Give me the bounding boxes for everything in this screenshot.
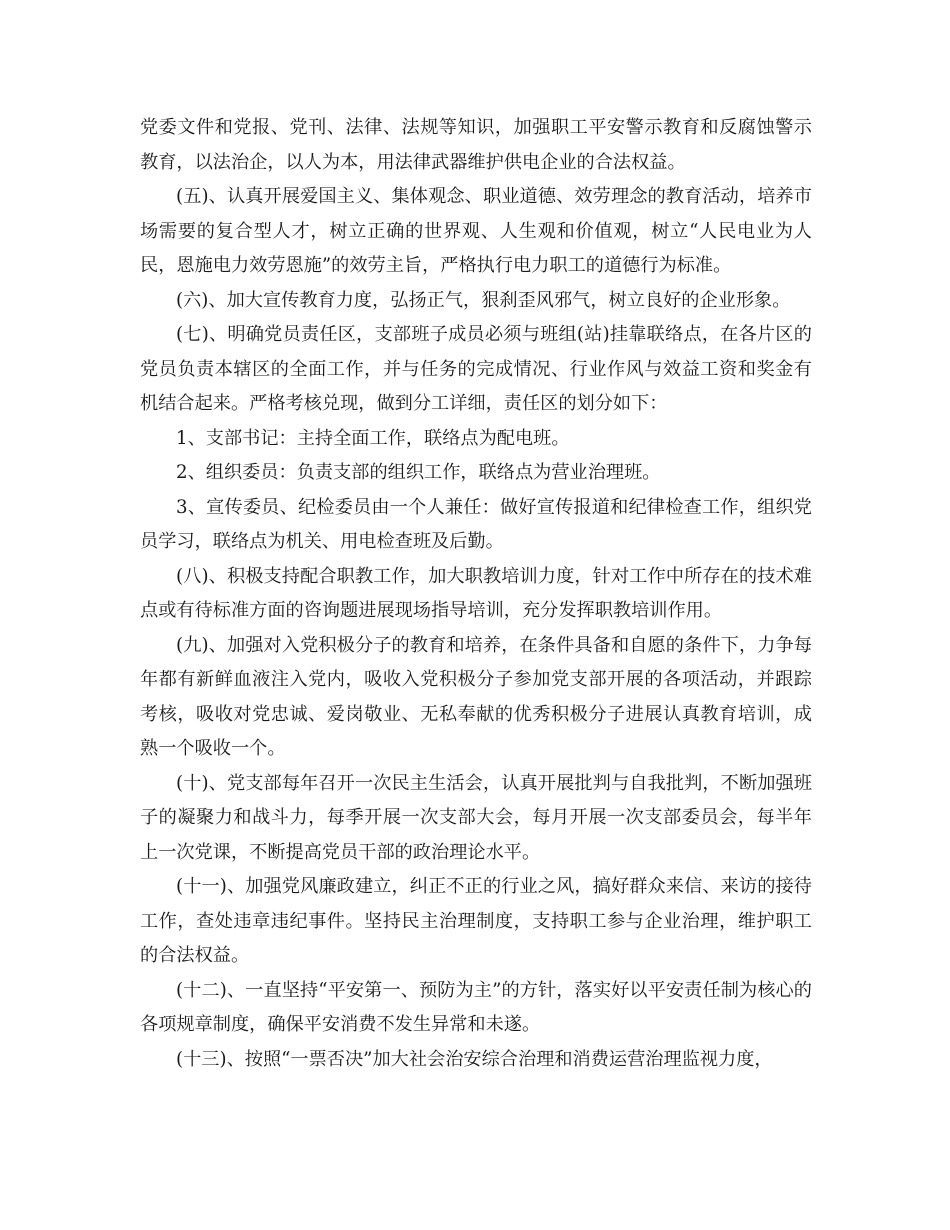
paragraph-item-11: (十一)、加强党风廉政建立，纠正不正的行业之风，搞好群众来信、来访的接待工作，查处违章违纪事件。坚持民主治理制度，支持职工参与企业治理，维护职工的合法权益。 <box>140 876 812 966</box>
paragraph-item-10: (十)、党支部每年召开一次民主生活会，认真开展批判与自我批判，不断加强班子的凝聚力和战斗力，每季开展一次支部大会，每月开展一次支部委员会，每半年上一次党课，不断提高党员干部的政治理论水平。 <box>140 772 812 863</box>
paragraph-item-13: (十三)、按照“一票否决”加大社会治安综合治理和消费运营治理监视力度， <box>176 1048 773 1070</box>
paragraph-subitem-2: 2、组织委员：负责支部的组织工作，联络点为营业治理班。 <box>176 462 661 483</box>
paragraph-continuation: 党委文件和党报、党刊、法律、法规等知识，加强职工平安警示教育和反腐蚀警示教育，以法治企，以人为本，用法律武器维护供电企业的合法权益。 <box>140 117 812 173</box>
document-body <box>140 111 812 1077</box>
paragraph-item-12: (十二)、一直坚持“平安第一、预防为主”的方针，落实好以平安责任制为核心的各项规章制度，确保平安消费不发生异常和未遂。 <box>140 979 812 1035</box>
paragraph-item-7: (七)、明确党员责任区，支部班子成员必须与班组(站)挂靠联络点，在各片区的党员负责本辖区的全面工作，并与任务的完成情况、行业作风与效益工资和奖金有机结合起来。严格考核兑现，做到分工详细，责任区的划分如下： <box>140 324 812 414</box>
paragraph-subitem-1: 1、支部书记：主持全面工作，联络点为配电班。 <box>176 427 570 449</box>
paragraph-item-9: (九)、加强对入党积极分子的教育和培养，在条件具备和自愿的条件下，力争每年都有新鲜血液注入党内，吸收入党积极分子参加党支部开展的各项活动，并跟踪考核，吸收对党忠诚、爱岗敬业、无私奉献的优秀积极分子进展认真教育培训，成熟一个吸收一个。 <box>140 634 812 759</box>
paragraph-subitem-3: 3、宣传委员、纪检委员由一个人兼任：做好宣传报道和纪律检查工作，组织党员学习，联络点为机关、用电检查班及后勤。 <box>140 496 812 552</box>
paragraph-item-8: (八)、积极支持配合职教工作，加大职教培训力度，针对工作中所存在的技术难点或有待标准方面的咨询题进展现场指导培训，充分发挥职教培训作用。 <box>140 565 812 621</box>
paragraph-item-5: (五)、认真开展爱国主义、集体观念、职业道德、效劳理念的教育活动，培养市场需要的复合型人才，树立正确的世界观、人生观和价值观，树立“人民电业为人民，恩施电力效劳恩施”的效劳主旨，严格执行电力职工的道德行为标准。 <box>140 186 812 276</box>
paragraph-item-6: (六)、加大宣传教育力度，弘扬正气，狠刹歪风邪气，树立良好的企业形象。 <box>176 289 791 311</box>
